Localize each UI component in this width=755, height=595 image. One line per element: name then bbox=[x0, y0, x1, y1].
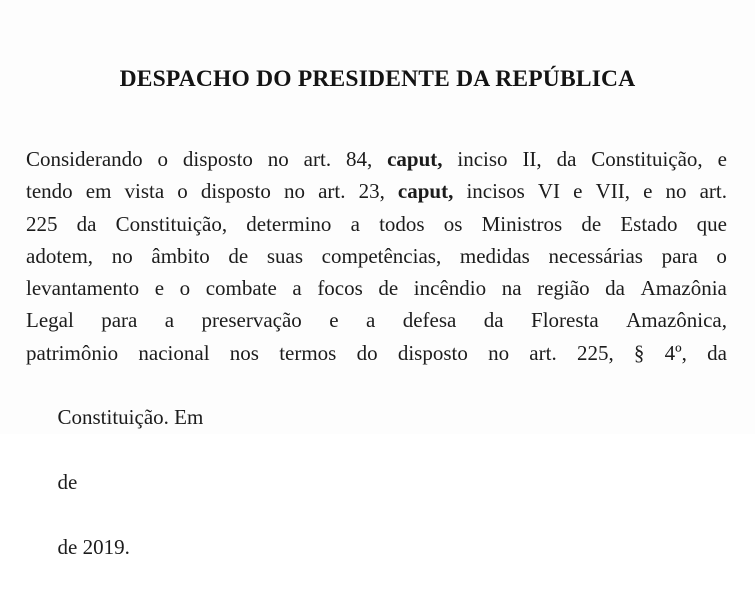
line-2-word-4: o bbox=[177, 179, 188, 204]
line-1-word-6: 84, bbox=[345, 147, 373, 171]
line-1-word-10: da bbox=[556, 147, 577, 171]
line-1-word-11: Constituição, bbox=[591, 147, 703, 171]
line-5-word-6: focos bbox=[317, 276, 363, 301]
line-7-word-2: nacional bbox=[138, 340, 210, 365]
line-2-word-15: no bbox=[665, 179, 687, 204]
line-4-word-10: o bbox=[716, 243, 727, 268]
paragraph-line-3 bbox=[26, 208, 727, 240]
line-1-word-4: no bbox=[267, 147, 289, 171]
line-3-word-6: todos bbox=[379, 211, 425, 236]
line-4-word-8: necessárias bbox=[548, 243, 643, 268]
month-connector: de bbox=[57, 469, 78, 494]
line-2-word-13: VII, bbox=[595, 179, 630, 204]
line-2-word-12: e bbox=[573, 179, 583, 204]
line-7-word-5: do bbox=[356, 340, 378, 365]
line-6-word-6: a bbox=[365, 308, 376, 333]
line-5-word-8: incêndio bbox=[413, 276, 487, 301]
line-6-word-1: Legal bbox=[26, 308, 74, 333]
line-3-word-11: que bbox=[696, 211, 727, 236]
paragraph-line-8 bbox=[26, 369, 727, 595]
line-3-word-8: Ministros bbox=[481, 211, 563, 236]
line-6-word-5: e bbox=[329, 308, 339, 333]
document-body bbox=[26, 143, 727, 595]
line-3-word-3: Constituição, bbox=[115, 211, 228, 236]
line-7-word-7: no bbox=[488, 340, 510, 365]
line-2-word-2: em bbox=[85, 179, 112, 204]
line-2-word-3: vista bbox=[124, 179, 165, 204]
line-2-word-8: 23, bbox=[358, 179, 385, 204]
line-1-word-2: o bbox=[157, 147, 169, 171]
closing-prefix: Constituição. Em bbox=[57, 405, 204, 430]
line-7-word-8: art. bbox=[529, 340, 557, 365]
line-4-word-4: de bbox=[228, 243, 249, 268]
line-5-word-7: de bbox=[378, 276, 399, 301]
line-7-word-10: § bbox=[633, 340, 645, 365]
line-1-word-1: Considerando bbox=[26, 147, 143, 171]
line-1-word-12: e bbox=[717, 147, 727, 171]
line-4-word-7: medidas bbox=[459, 243, 530, 268]
line-2-word-5: disposto bbox=[200, 179, 271, 204]
line-6-word-8: da bbox=[483, 308, 504, 333]
line-6-word-9: Floresta bbox=[531, 308, 599, 333]
line-5-word-1: levantamento bbox=[26, 276, 140, 301]
line-5-word-9: na bbox=[501, 276, 522, 301]
line-5-word-4: combate bbox=[205, 276, 277, 301]
line-3-word-1: 225 bbox=[26, 211, 58, 236]
page-title: DESPACHO DO PRESIDENTE DA REPÚBLICA bbox=[119, 66, 636, 92]
paragraph-line-6 bbox=[26, 304, 727, 336]
line-2-word-7: art. bbox=[318, 179, 346, 204]
paragraph-line-5 bbox=[26, 272, 727, 304]
line-4-word-1: adotem, bbox=[26, 243, 94, 268]
line-5-word-5: a bbox=[292, 276, 302, 301]
line-4-word-5: suas bbox=[266, 243, 304, 268]
line-7-word-3: nos bbox=[229, 340, 259, 365]
line-5-word-11: da bbox=[605, 276, 625, 301]
line-4-word-3: âmbito bbox=[151, 243, 210, 268]
line-7-word-9: 225, bbox=[576, 340, 614, 365]
line-2-word-10: incisos bbox=[466, 179, 525, 204]
line-3-word-10: Estado bbox=[620, 211, 678, 236]
line-3-word-9: de bbox=[581, 211, 602, 236]
line-2-word-14: e bbox=[643, 179, 653, 204]
line-7-word-1: patrimônio bbox=[26, 340, 119, 365]
line-3-word-2: da bbox=[76, 211, 97, 236]
line-1-word-9: II, bbox=[522, 147, 542, 171]
line-5-word-3: o bbox=[179, 276, 191, 301]
line-4-word-2: no bbox=[111, 243, 133, 268]
line-2-word-6: no bbox=[283, 179, 305, 204]
line-7-word-6: disposto bbox=[397, 340, 468, 365]
line-3-word-4: determino bbox=[246, 211, 332, 236]
line-2-word-11: VI bbox=[537, 179, 561, 204]
line-2-word-1: tendo bbox=[26, 179, 73, 204]
line-1-word-5: art. bbox=[303, 147, 332, 171]
line-3-word-7: os bbox=[443, 211, 463, 236]
paragraph-line-4 bbox=[26, 240, 727, 272]
line-7-word-11: 4º, bbox=[664, 340, 687, 365]
line-6-word-7: defesa bbox=[402, 308, 457, 333]
line-5-word-12: Amazônia bbox=[640, 276, 727, 301]
line-5-word-2: e bbox=[154, 276, 165, 301]
paragraph-line-2 bbox=[26, 175, 727, 207]
line-5-word-10: região bbox=[537, 276, 590, 301]
paragraph-line-7 bbox=[26, 337, 727, 369]
line-6-word-4: preservação bbox=[201, 308, 302, 333]
paragraph-line-1 bbox=[26, 143, 727, 175]
line-6-word-3: a bbox=[164, 308, 175, 333]
line-1-word-8: inciso bbox=[457, 147, 508, 171]
line-1-word-3: disposto bbox=[182, 147, 253, 171]
year-text: de 2019. bbox=[57, 534, 130, 559]
line-4-word-9: para bbox=[661, 243, 698, 268]
line-7-word-4: termos bbox=[279, 340, 337, 365]
line-1-word-caput: caput, bbox=[387, 147, 443, 171]
line-2-word-16: art. bbox=[699, 179, 727, 204]
line-6-word-10: Amazônica, bbox=[626, 308, 727, 333]
line-4-word-6: competências, bbox=[321, 243, 442, 268]
line-7-word-12: da bbox=[707, 340, 727, 365]
line-2-word-caput: caput, bbox=[397, 179, 454, 204]
line-3-word-5: a bbox=[350, 211, 360, 236]
line-6-word-2: para bbox=[101, 308, 138, 333]
